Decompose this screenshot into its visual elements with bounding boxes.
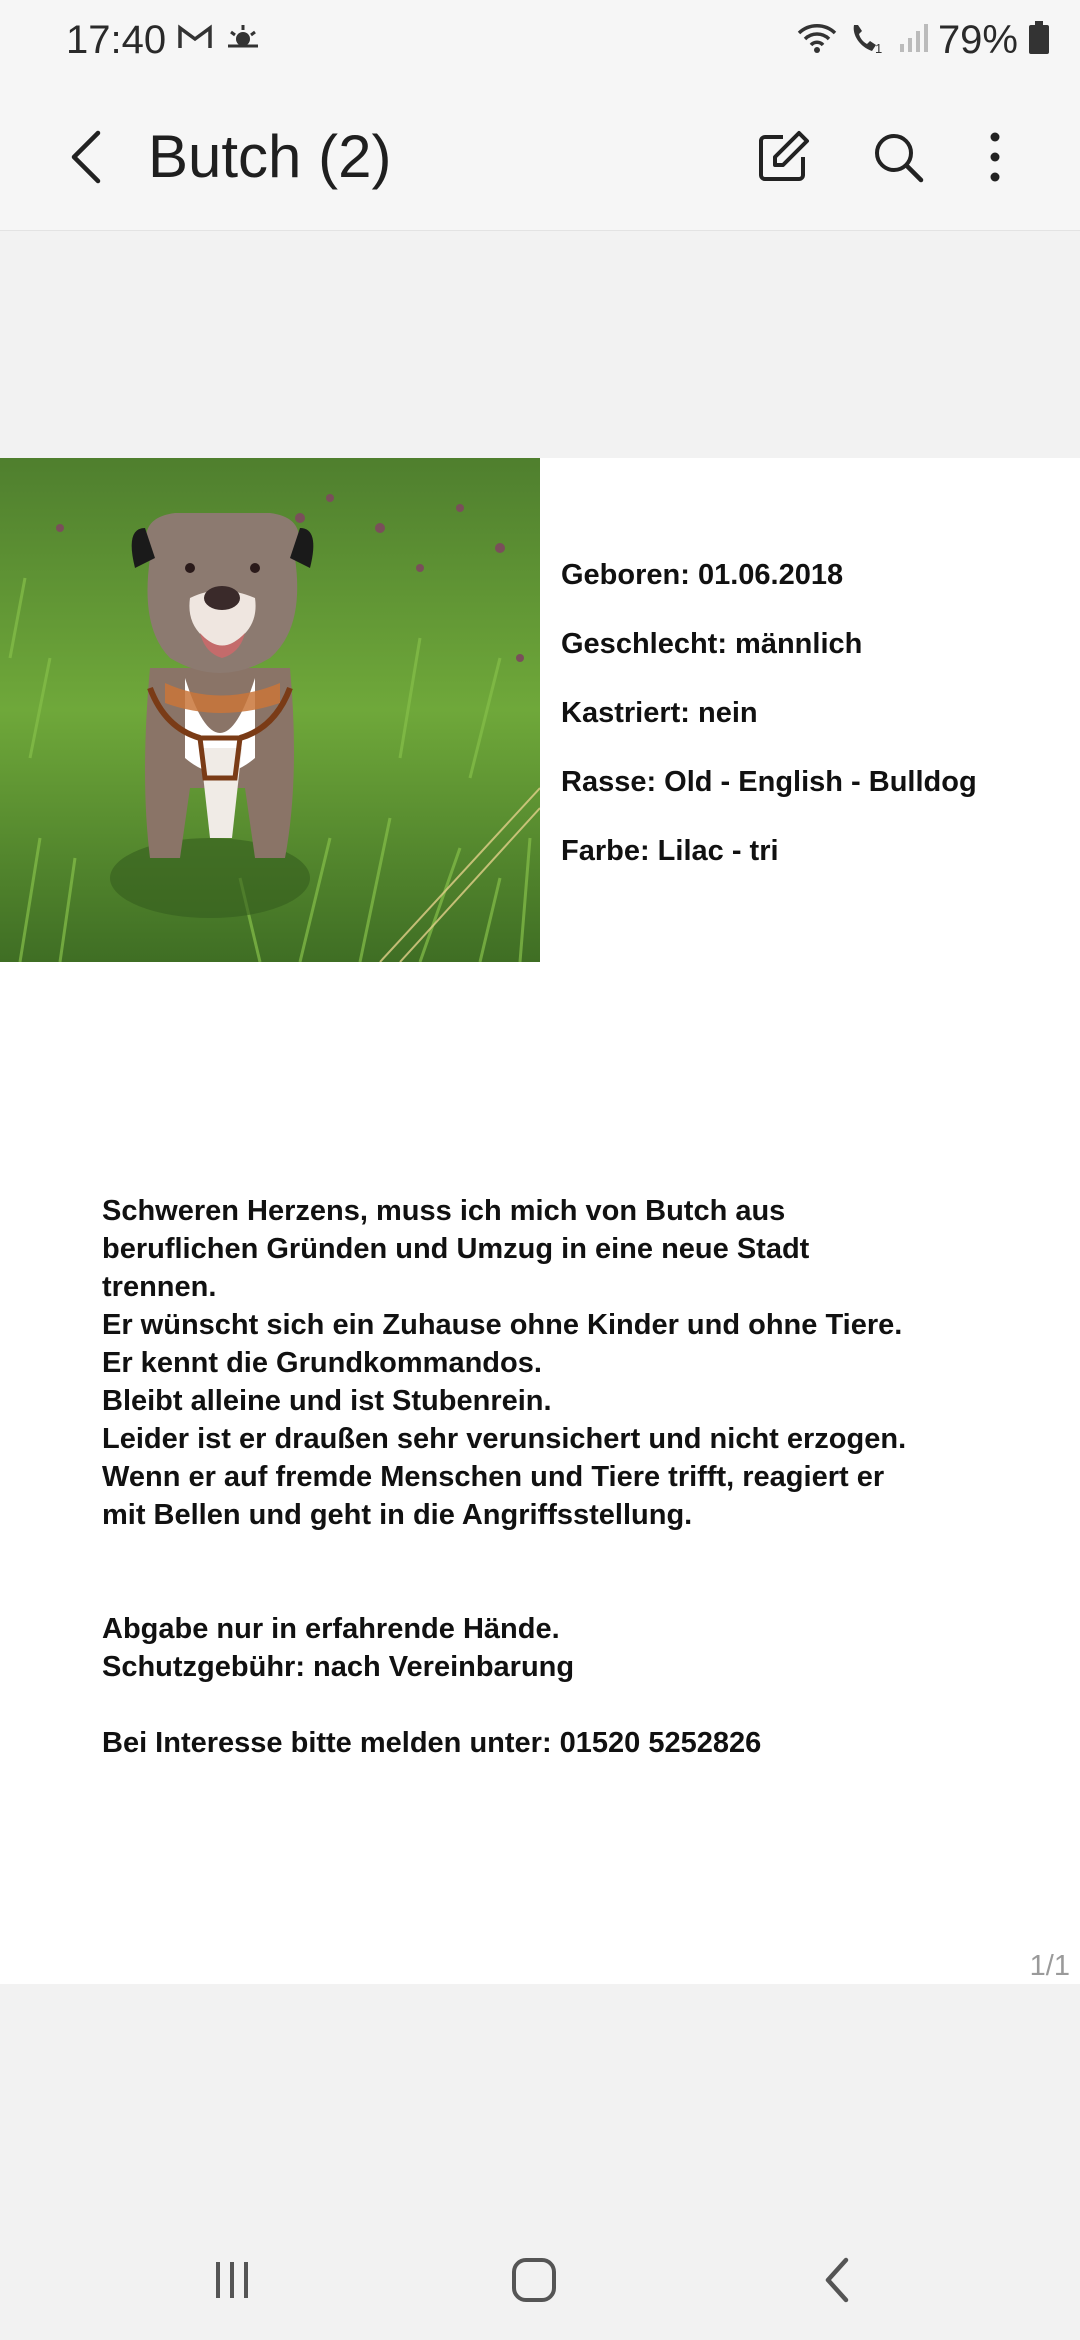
back-nav-button[interactable] (797, 2250, 877, 2310)
edit-button[interactable] (750, 124, 816, 190)
description-line: Bleibt alleine und ist Stubenrein. (102, 1385, 552, 1417)
handover-note: Abgabe nur in erfahrende Hände. (102, 1613, 560, 1645)
contact-note: Bei Interesse bitte melden unter: 01520 5252826 (102, 1727, 762, 1759)
status-time: 17:40 (66, 18, 167, 62)
description-line: Er wünscht sich ein Zuhause ohne Kinder und ohne Tiere. (102, 1309, 903, 1341)
edit-icon (755, 129, 811, 185)
back-icon (68, 129, 104, 185)
navigation-bar (0, 2220, 1080, 2340)
status-bar (0, 0, 1080, 84)
wifi-icon (796, 21, 838, 60)
home-button[interactable] (494, 2250, 574, 2310)
gmail-icon (178, 24, 212, 55)
description-line: Er kennt die Grundkommandos. (102, 1347, 542, 1379)
weather-icon (226, 22, 260, 57)
description (102, 1192, 1002, 1762)
battery-icon (1028, 21, 1050, 60)
search-icon (870, 129, 926, 185)
app-bar (0, 84, 1080, 231)
description-line: Leider ist er draußen sehr verunsichert und nicht erzogen. (102, 1423, 907, 1455)
document-page[interactable] (0, 458, 1080, 1984)
description-line: Schweren Herzens, muss ich mich von Butch aus (102, 1195, 786, 1227)
description-line: mit Bellen und geht in die Angriffsstellung. (102, 1499, 693, 1531)
recent-apps-button[interactable] (192, 2250, 272, 2310)
fee-note: Schutzgebühr: nach Vereinbarung (102, 1651, 575, 1683)
document-margin-top (0, 231, 1080, 458)
signal-icon (898, 22, 928, 59)
info-breed: Rasse: Old - English - Bulldog (561, 766, 977, 798)
more-icon (985, 129, 1005, 185)
svg-text:1: 1 (874, 41, 883, 55)
more-options-button[interactable] (962, 124, 1028, 190)
page-title: Butch (2) (148, 123, 392, 190)
wifi-call-icon (848, 21, 888, 60)
info-birthdate: Geboren: 01.06.2018 (561, 559, 844, 591)
description-line: beruflichen Gründen und Umzug in eine neue Stadt (102, 1233, 810, 1265)
search-button[interactable] (865, 124, 931, 190)
back-nav-icon (822, 2256, 852, 2304)
info-gender: Geschlecht: männlich (561, 628, 863, 660)
description-line: trennen. (102, 1271, 217, 1303)
recent-apps-icon (210, 2260, 254, 2300)
battery-percent: 79% (937, 18, 1018, 62)
page-indicator: 1/1 (1029, 1950, 1070, 1982)
home-icon (510, 2256, 558, 2304)
dog-info (561, 558, 977, 903)
info-color: Farbe: Lilac - tri (561, 835, 779, 867)
description-line: Wenn er auf fremde Menschen und Tiere trifft, reagiert er (102, 1461, 885, 1493)
dog-photo (0, 458, 540, 962)
info-neutered: Kastriert: nein (561, 697, 758, 729)
back-button[interactable] (56, 126, 116, 188)
